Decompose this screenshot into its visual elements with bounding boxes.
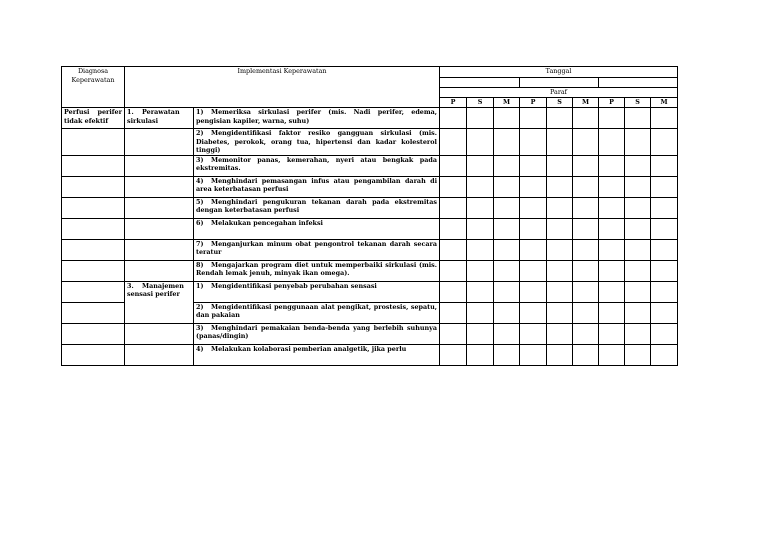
date-cell-1 [440, 78, 520, 88]
check-cell[interactable] [547, 344, 573, 365]
check-cell[interactable] [625, 344, 651, 365]
check-cell[interactable] [573, 281, 599, 302]
check-cell[interactable] [440, 176, 467, 197]
check-cell[interactable] [494, 218, 520, 239]
check-cell[interactable] [599, 176, 625, 197]
check-cell[interactable] [440, 344, 467, 365]
action-number: 4) [196, 176, 204, 185]
check-cell[interactable] [520, 323, 547, 344]
check-cell[interactable] [573, 218, 599, 239]
action-text: Mengidentifikasi faktor resiko gangguan sirkulasi (mis. Diabetes, perokok, orang tua, hipertensi dan kadar kolesterol tinggi) [196, 129, 437, 155]
check-cell[interactable] [651, 197, 678, 218]
check-cell[interactable] [599, 197, 625, 218]
empty-cell [125, 260, 194, 281]
check-cell[interactable] [599, 302, 625, 323]
check-cell[interactable] [547, 108, 573, 129]
action-cell [194, 260, 440, 281]
empty-cell [62, 129, 125, 156]
date-cell-3 [599, 78, 678, 88]
check-cell[interactable] [520, 176, 547, 197]
empty-cell [125, 129, 194, 156]
check-cell[interactable] [467, 129, 494, 156]
check-cell[interactable] [547, 155, 573, 176]
check-cell[interactable] [440, 302, 467, 323]
action-number: 5) [196, 197, 204, 206]
empty-cell [125, 197, 194, 218]
shift-header: M [651, 98, 678, 108]
check-cell[interactable] [625, 281, 651, 302]
check-cell[interactable] [573, 155, 599, 176]
check-cell[interactable] [520, 108, 547, 129]
check-cell[interactable] [599, 281, 625, 302]
check-cell[interactable] [467, 176, 494, 197]
check-cell[interactable] [573, 344, 599, 365]
check-cell[interactable] [573, 197, 599, 218]
check-cell[interactable] [547, 218, 573, 239]
action-number: 4) [196, 344, 204, 353]
action-cell [194, 344, 440, 365]
empty-cell [125, 218, 194, 239]
check-cell[interactable] [651, 260, 678, 281]
check-cell[interactable] [467, 239, 494, 260]
check-cell[interactable] [494, 302, 520, 323]
check-cell[interactable] [440, 218, 467, 239]
shift-header: S [547, 98, 573, 108]
check-cell[interactable] [651, 129, 678, 156]
action-text: Mengajarkan program diet untuk memperbaiki sirkulasi (mis. Rendah lemak jenuh, minyak ikan omega). [196, 260, 437, 278]
check-cell[interactable] [599, 108, 625, 129]
check-cell[interactable] [573, 129, 599, 156]
check-cell[interactable] [440, 108, 467, 129]
check-cell[interactable] [625, 129, 651, 156]
check-cell[interactable] [467, 344, 494, 365]
action-number: 2) [196, 129, 204, 137]
action-text: Menghindari pemasangan infus atau pengambilan darah di area keterbatasan perfusi [196, 176, 437, 194]
check-cell[interactable] [467, 302, 494, 323]
check-cell[interactable] [651, 108, 678, 129]
empty-cell [62, 176, 125, 197]
check-cell[interactable] [573, 302, 599, 323]
check-cell[interactable] [520, 218, 547, 239]
check-cell[interactable] [573, 239, 599, 260]
check-cell[interactable] [547, 197, 573, 218]
check-cell[interactable] [520, 344, 547, 365]
empty-cell [62, 155, 125, 176]
check-cell[interactable] [651, 302, 678, 323]
check-cell[interactable] [651, 239, 678, 260]
action-cell [194, 281, 440, 302]
diagnosa-header: Diagnosa Keperawatan [62, 67, 125, 108]
check-cell[interactable] [440, 129, 467, 156]
check-cell[interactable] [599, 323, 625, 344]
action-text: Mengidentifikasi penyebab perubahan sensasi [211, 281, 377, 290]
table-row [62, 218, 678, 239]
check-cell[interactable] [467, 323, 494, 344]
action-cell [194, 155, 440, 176]
empty-cell [62, 239, 125, 260]
shift-header: P [599, 98, 625, 108]
check-cell[interactable] [520, 239, 547, 260]
action-cell [194, 302, 440, 323]
check-cell[interactable] [467, 155, 494, 176]
check-cell[interactable] [599, 344, 625, 365]
shift-header: M [573, 98, 599, 108]
action-number: 1) [196, 108, 204, 116]
check-cell[interactable] [599, 260, 625, 281]
shift-header: S [467, 98, 494, 108]
check-cell[interactable] [599, 218, 625, 239]
check-cell[interactable] [651, 155, 678, 176]
check-cell[interactable] [547, 260, 573, 281]
group-cell [125, 108, 194, 129]
implementasi-header: Implementasi Keperawatan [125, 67, 440, 108]
action-text: Melakukan pencegahan infeksi [211, 218, 323, 227]
empty-cell [62, 197, 125, 218]
action-cell [194, 239, 440, 260]
empty-cell [125, 239, 194, 260]
check-cell[interactable] [494, 281, 520, 302]
check-cell[interactable] [599, 155, 625, 176]
group-cell [125, 281, 194, 323]
check-cell[interactable] [494, 323, 520, 344]
empty-cell [62, 302, 125, 323]
header-row-1 [62, 67, 678, 78]
action-text: Memeriksa sirkulasi perifer (mis. Nadi perifer, edema, pengisian kapiler, warna, suhu) [196, 108, 437, 125]
table-row [62, 323, 678, 344]
action-cell [194, 218, 440, 239]
action-cell [194, 197, 440, 218]
table-row [62, 129, 678, 156]
check-cell[interactable] [547, 302, 573, 323]
action-number: 7) [196, 239, 204, 248]
action-text: Memonitor panas, kemerahan, nyeri atau bengkak pada ekstremitas. [196, 155, 437, 173]
empty-cell [62, 260, 125, 281]
check-cell[interactable] [625, 108, 651, 129]
check-cell[interactable] [599, 239, 625, 260]
action-number: 3) [196, 323, 204, 332]
table-row [62, 197, 678, 218]
check-cell[interactable] [494, 239, 520, 260]
check-cell[interactable] [547, 281, 573, 302]
check-cell[interactable] [494, 176, 520, 197]
check-cell[interactable] [573, 323, 599, 344]
check-cell[interactable] [494, 260, 520, 281]
action-cell [194, 108, 440, 129]
check-cell[interactable] [467, 218, 494, 239]
check-cell[interactable] [651, 218, 678, 239]
table-row [62, 176, 678, 197]
check-cell[interactable] [494, 155, 520, 176]
action-cell [194, 323, 440, 344]
action-cell [194, 176, 440, 197]
check-cell[interactable] [625, 155, 651, 176]
action-cell [194, 129, 440, 156]
group-number: 1. [127, 108, 134, 116]
check-cell[interactable] [520, 260, 547, 281]
empty-cell [125, 344, 194, 365]
shift-header: M [494, 98, 520, 108]
check-cell[interactable] [467, 197, 494, 218]
check-cell[interactable] [547, 176, 573, 197]
check-cell[interactable] [625, 218, 651, 239]
check-cell[interactable] [494, 129, 520, 156]
check-cell[interactable] [625, 197, 651, 218]
check-cell[interactable] [494, 197, 520, 218]
empty-cell [62, 323, 125, 344]
empty-cell [125, 323, 194, 344]
check-cell[interactable] [651, 176, 678, 197]
check-cell[interactable] [573, 260, 599, 281]
action-text: Menganjurkan minum obat pengontrol tekanan darah secara teratur [196, 239, 437, 257]
check-cell[interactable] [599, 129, 625, 156]
nursing-implementation-table [61, 66, 678, 366]
check-cell[interactable] [440, 197, 467, 218]
check-cell[interactable] [625, 260, 651, 281]
action-text: Mengidentifikasi penggunaan alat pengikat, prostesis, sepatu, dan pakaian [196, 302, 437, 320]
check-cell[interactable] [651, 281, 678, 302]
check-cell[interactable] [651, 323, 678, 344]
check-cell[interactable] [625, 239, 651, 260]
action-text: Menghindari pemakaian benda-benda yang berlebih suhunya (panas/dingin) [196, 323, 437, 341]
check-cell[interactable] [494, 344, 520, 365]
table-row [62, 155, 678, 176]
group-number: 3. [127, 281, 134, 290]
empty-cell [62, 344, 125, 365]
check-cell[interactable] [520, 155, 547, 176]
shift-header: S [625, 98, 651, 108]
check-cell[interactable] [520, 129, 547, 156]
diagnosis-cell: Perfusi perifer tidak efektif [62, 108, 125, 129]
empty-cell [125, 155, 194, 176]
paraf-header: Paraf [440, 88, 678, 98]
check-cell[interactable] [651, 344, 678, 365]
table-row [62, 260, 678, 281]
table-row [62, 281, 678, 302]
group-label: Manajemen sensasi perifer [127, 281, 184, 299]
table-row [62, 344, 678, 365]
check-cell[interactable] [625, 176, 651, 197]
check-cell[interactable] [625, 302, 651, 323]
check-cell[interactable] [547, 239, 573, 260]
shift-header: P [440, 98, 467, 108]
check-cell[interactable] [440, 239, 467, 260]
check-cell[interactable] [547, 129, 573, 156]
empty-cell [62, 218, 125, 239]
empty-cell [62, 281, 125, 302]
check-cell[interactable] [520, 197, 547, 218]
check-cell[interactable] [573, 108, 599, 129]
group-label: Perawatan sirkulasi [127, 108, 180, 125]
table-row [62, 108, 678, 129]
action-text: Melakukan kolaborasi pemberian analgetik, jika perlu [211, 344, 407, 353]
check-cell[interactable] [440, 155, 467, 176]
check-cell[interactable] [467, 108, 494, 129]
check-cell[interactable] [520, 302, 547, 323]
empty-cell [125, 176, 194, 197]
check-cell[interactable] [494, 108, 520, 129]
check-cell[interactable] [467, 281, 494, 302]
check-cell[interactable] [547, 323, 573, 344]
check-cell[interactable] [467, 260, 494, 281]
action-number: 8) [196, 260, 204, 269]
shift-header: P [520, 98, 547, 108]
action-number: 3) [196, 155, 204, 164]
action-number: 6) [196, 218, 204, 227]
check-cell[interactable] [573, 176, 599, 197]
check-cell[interactable] [440, 323, 467, 344]
date-cell-2 [520, 78, 599, 88]
action-number: 2) [196, 302, 204, 311]
check-cell[interactable] [440, 281, 467, 302]
check-cell[interactable] [440, 260, 467, 281]
action-text: Menghindari pengukuran tekanan darah pada ekstremitas dengan keterbatasan perfusi [196, 197, 437, 215]
check-cell[interactable] [625, 323, 651, 344]
action-number: 1) [196, 281, 204, 290]
tanggal-header: Tanggal [440, 67, 678, 78]
table-row [62, 239, 678, 260]
check-cell[interactable] [520, 281, 547, 302]
